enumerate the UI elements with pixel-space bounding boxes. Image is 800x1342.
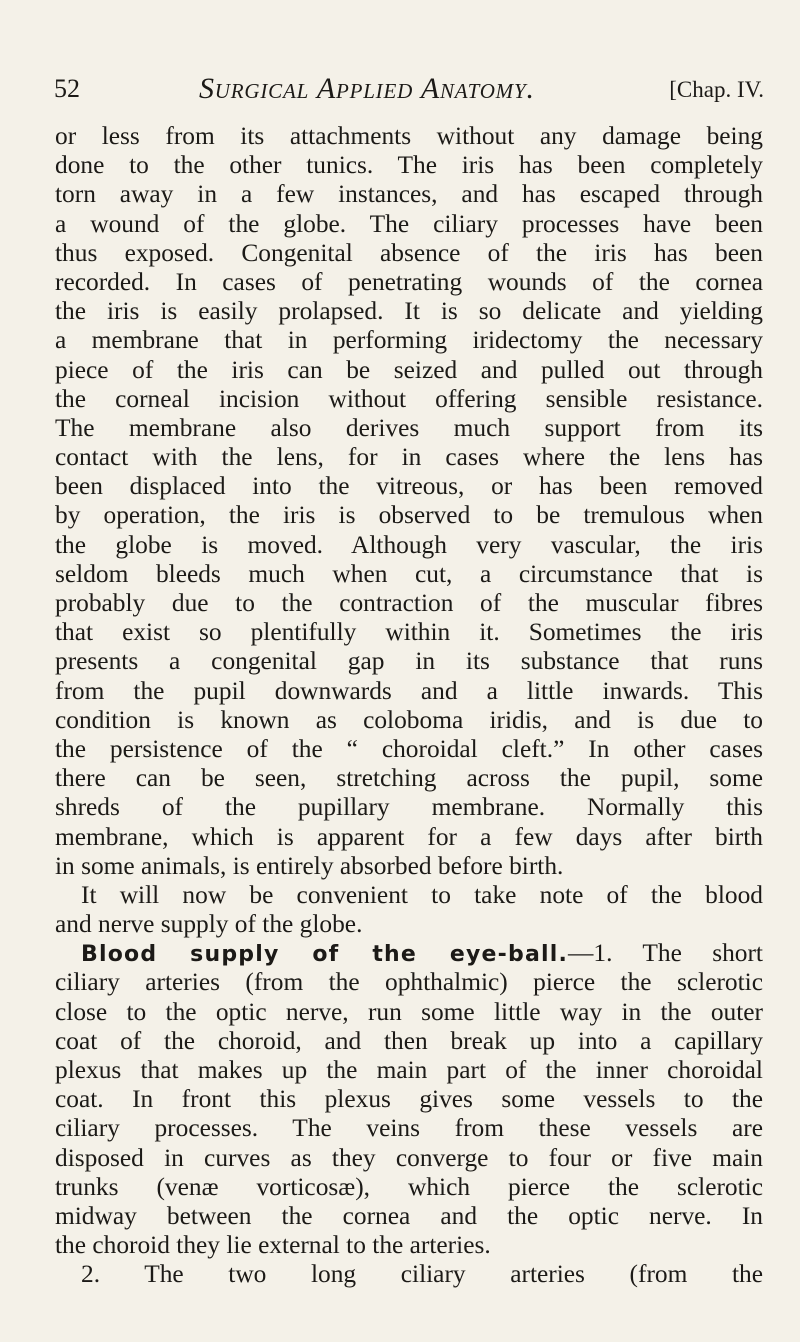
- text-line: seldom bleeds much when cut, a circumstance that is: [55, 559, 763, 588]
- text-line: trunks (venæ vorticosæ), which pierce the sclerotic: [55, 1172, 763, 1201]
- text-line: contact with the lens, for in cases where the lens has: [55, 443, 763, 472]
- text-line: condition is known as coloboma iridis, and is due to: [55, 705, 763, 734]
- text-line: been displaced into the vitreous, or has been removed: [55, 472, 763, 501]
- text-line: thus exposed. Congenital absence of the iris has been: [55, 238, 763, 267]
- text-line: there can be seen, stretching across the pupil, some: [55, 764, 763, 793]
- body-text: [55, 122, 763, 1290]
- text-line: the choroid they lie external to the arteries.: [55, 1231, 491, 1260]
- text-line: or less from its attachments without any damage being: [55, 122, 763, 150]
- text-line: recorded. In cases of penetrating wounds of the cornea: [55, 267, 763, 296]
- text-line: ciliary processes. The veins from these vessels are: [55, 1114, 763, 1143]
- page-header: [54, 74, 764, 108]
- running-title: Surgical Applied Anatomy.: [199, 72, 535, 105]
- page-number: 52: [54, 74, 80, 103]
- section-heading-line: [55, 939, 763, 968]
- text-line: that exist so plentifully within it. Sometimes the iris: [55, 618, 763, 647]
- text-line: probably due to the contraction of the muscular fibres: [55, 589, 763, 617]
- text-line: 2. The two long ciliary arteries (from the: [81, 1260, 763, 1289]
- text-line: piece of the iris can be seized and pulled out through: [55, 355, 763, 384]
- text-line: the globe is moved. Although very vascular, the iris: [55, 530, 763, 559]
- text-line: ciliary arteries (from the ophthalmic) pierce the sclerotic: [55, 968, 763, 997]
- text-line: in some animals, is entirely absorbed before birth.: [55, 851, 564, 880]
- text-line: The membrane also derives much support from its: [55, 413, 763, 442]
- text-line: plexus that makes up the main part of the inner choroidal: [55, 1056, 763, 1084]
- section-heading: Blood supply of the eye-ball.: [81, 942, 569, 968]
- text-line: midway between the cornea and the optic nerve. In: [55, 1201, 763, 1230]
- text-line: torn away in a few instances, and has escaped through: [55, 180, 763, 209]
- text-line: the persistence of the “ choroidal cleft.” In other cases: [55, 734, 763, 763]
- text-fragment: —1. The short: [568, 939, 763, 968]
- text-line: and nerve supply of the globe.: [55, 910, 363, 939]
- chapter-label: [Chap. IV.: [669, 77, 764, 102]
- text-line: It will now be convenient to take note of the blood: [81, 880, 763, 909]
- text-line: by operation, the iris is observed to be tremulous when: [55, 501, 763, 530]
- text-line: membrane, which is apparent for a few days after birth: [55, 822, 763, 851]
- text-line: done to the other tunics. The iris has been completely: [55, 151, 763, 180]
- text-line: close to the optic nerve, run some little way in the outer: [55, 997, 763, 1026]
- text-line: a wound of the globe. The ciliary processes have been: [55, 209, 763, 238]
- text-line: a membrane that in performing iridectomy the necessary: [55, 326, 763, 355]
- text-line: coat of the choroid, and then break up into a capillary: [55, 1026, 763, 1055]
- text-line: coat. In front this plexus gives some vessels to the: [55, 1085, 763, 1114]
- text-line: disposed in curves as they converge to four or five main: [55, 1143, 763, 1172]
- text-line: the corneal incision without offering sensible resistance.: [55, 384, 763, 413]
- text-line: from the pupil downwards and a little inwards. This: [55, 676, 763, 705]
- text-line: shreds of the pupillary membrane. Normally this: [55, 793, 763, 822]
- text-line: the iris is easily prolapsed. It is so delicate and yielding: [55, 297, 763, 326]
- text-line: presents a congenital gap in its substance that runs: [55, 647, 763, 676]
